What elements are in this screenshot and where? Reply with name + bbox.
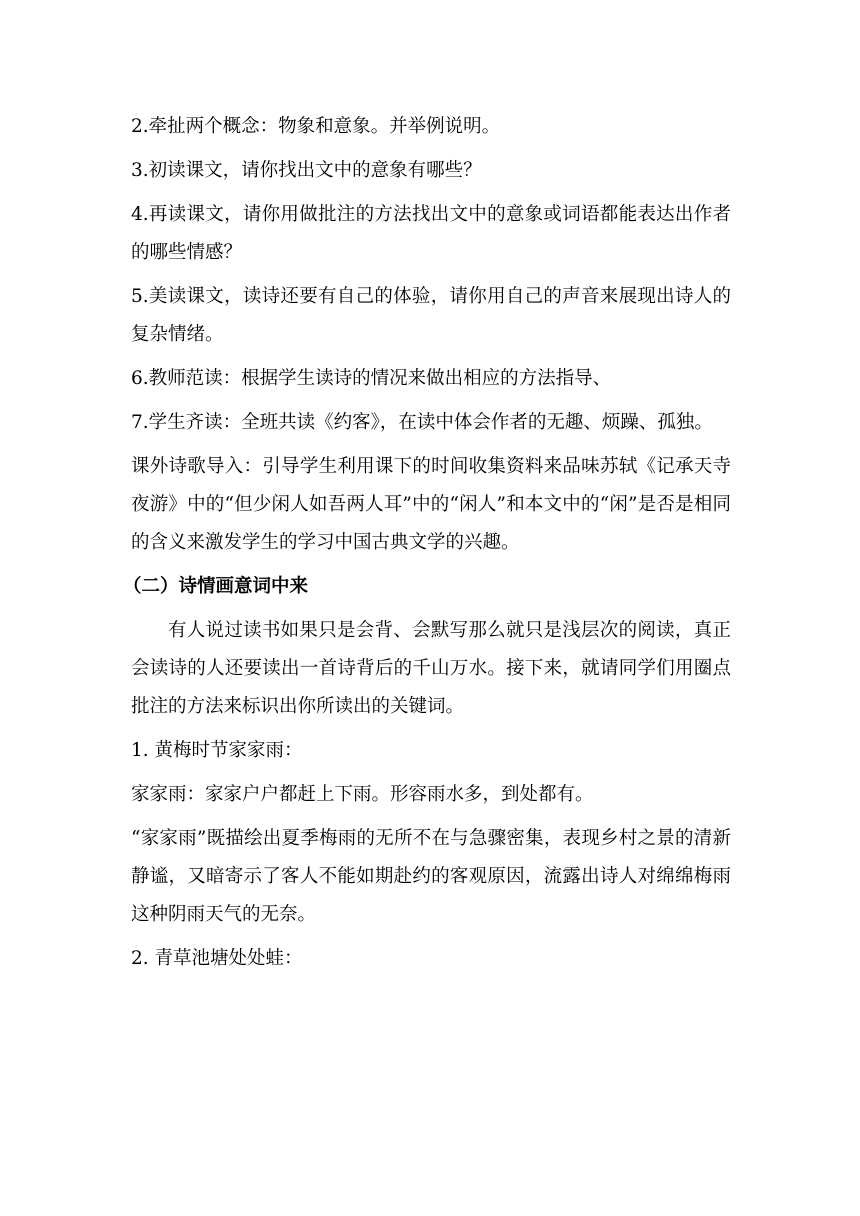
section-heading: （二）诗情画意词中来 [123,576,309,597]
paragraph-extracurricular: 课外诗歌导入：引导学生利用课下的时间收集资料来品味苏轼《记承天寺夜游》中的“但少闲人如吾两人耳”中的“闲人”和本文中的“闲”是否是相同的含义来激发学生的学习中国古典文学的兴趣。 [131,456,731,553]
paragraph-step-7: 7.学生齐读：全班共读《约客》，在读中体会作者的无趣、烦躁、孤独。 [131,412,713,433]
paragraph-item-1-definition: 家家雨：家家户户都赶上下雨。形容雨水多，到处都有。 [131,784,594,805]
paragraph-step-6: 6.教师范读：根据学生读诗的情况来做出相应的方法指导、 [131,368,612,389]
paragraph-section-intro: 有人说过读书如果只是会背、会默写那么就只是浅层次的阅读，真正会读诗的人还要读出一首诗背后的千山万水。接下来，就请同学们用圈点批注的方法来标识出你所读出的关键词。 [131,620,731,717]
paragraph-step-4: 4.再读课文，请你用做批注的方法找出文中的意象或词语都能表达出作者的哪些情感？ [131,204,731,263]
paragraph-item-1-analysis: “家家雨”既描绘出夏季梅雨的无所不在与急骤密集，表现乡村之景的清新静谧，又暗寄示了客人不能如期赴约的客观原因，流露出诗人对绵绵梅雨这种阴雨天气的无奈。 [131,828,731,925]
paragraph-step-2: 2.牵扯两个概念：物象和意象。并举例说明。 [131,116,501,137]
paragraph-step-3: 3.初读课文，请你找出文中的意象有哪些？ [131,160,482,181]
paragraph-item-2-title: 2. 青草池塘处处蛙： [131,948,303,969]
paragraph-step-5: 5.美读课文，读诗还要有自己的体验，请你用自己的声音来展现出诗人的复杂情绪。 [131,286,731,345]
paragraph-item-1-title: 1. 黄梅时节家家雨： [131,740,303,761]
document-page [123,108,731,978]
